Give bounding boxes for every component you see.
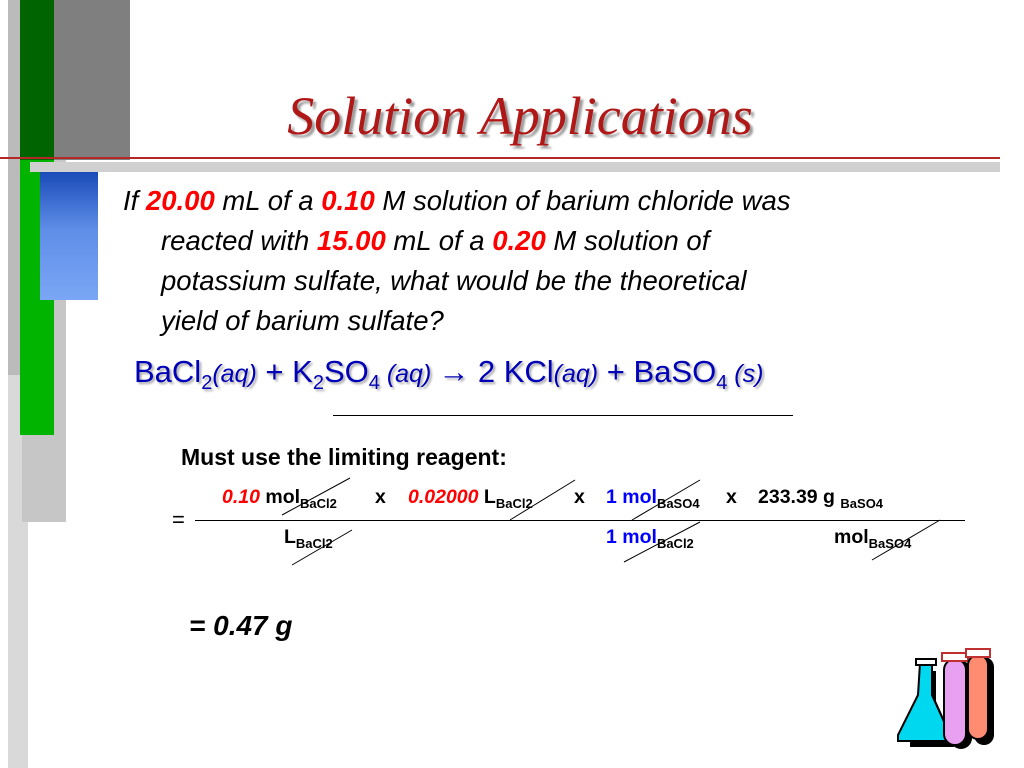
volume-k2so4: 15.00 (316, 225, 386, 256)
numerator-term-2: 0.02000 $L_{BaCl2}$ (408, 486, 533, 511)
denominator-term-1: $L_{BaCl2}$ (284, 526, 333, 551)
cancel-strike (632, 480, 700, 520)
multiply-sign: x (726, 486, 737, 508)
cancel-strike (872, 520, 940, 560)
equals-sign: = (172, 507, 185, 532)
cancel-strike (282, 478, 350, 515)
denominator-term-3: mol$_{BaSO4}$ (834, 526, 912, 551)
limiting-reagent-label: Must use the limiting reagent: (181, 444, 507, 470)
numerator-term-1: 0.10 mol$_{BaCl2}$ (222, 486, 337, 511)
problem-line-4: yield of barium sulfate? (161, 305, 444, 336)
molarity-k2so4: 0.20 (492, 225, 546, 256)
cancel-strike (624, 522, 700, 562)
problem-line-2: reacted with 15.00 mL of a 0.20 M solution of (161, 225, 710, 256)
problem-line-3: potassium sulfate, what would be the theoretical (161, 265, 747, 296)
multiply-sign: x (375, 486, 386, 508)
numerator-term-4: 233.39 g $_{BaSO4}$ (758, 486, 884, 511)
slide-title: Solution Applications (287, 86, 753, 146)
denominator-term-2: 1 mol$_{BaCl2}$ (606, 526, 694, 551)
final-answer: = 0.47 g (189, 610, 293, 641)
problem-line-1: If 20.00 mL of a 0.10 M solution of barium chloride was (123, 185, 791, 216)
molarity-bacl2: 0.10 (321, 185, 375, 216)
chemical-equation: BaCl$_2$(aq) + $K_2SO_4$ (aq) → 2 KCl(aq) + BaSO$_4$ (s) (134, 354, 764, 395)
volume-bacl2: 20.00 (145, 185, 215, 216)
multiply-sign: x (574, 486, 585, 508)
numerator-term-3: 1 mol$_{BaSO4}$ (606, 486, 700, 511)
lab-flask-icon (890, 645, 1002, 755)
cancel-strike (292, 530, 352, 565)
reaction-arrow-icon: → (438, 354, 470, 389)
cancel-strike (510, 480, 575, 520)
